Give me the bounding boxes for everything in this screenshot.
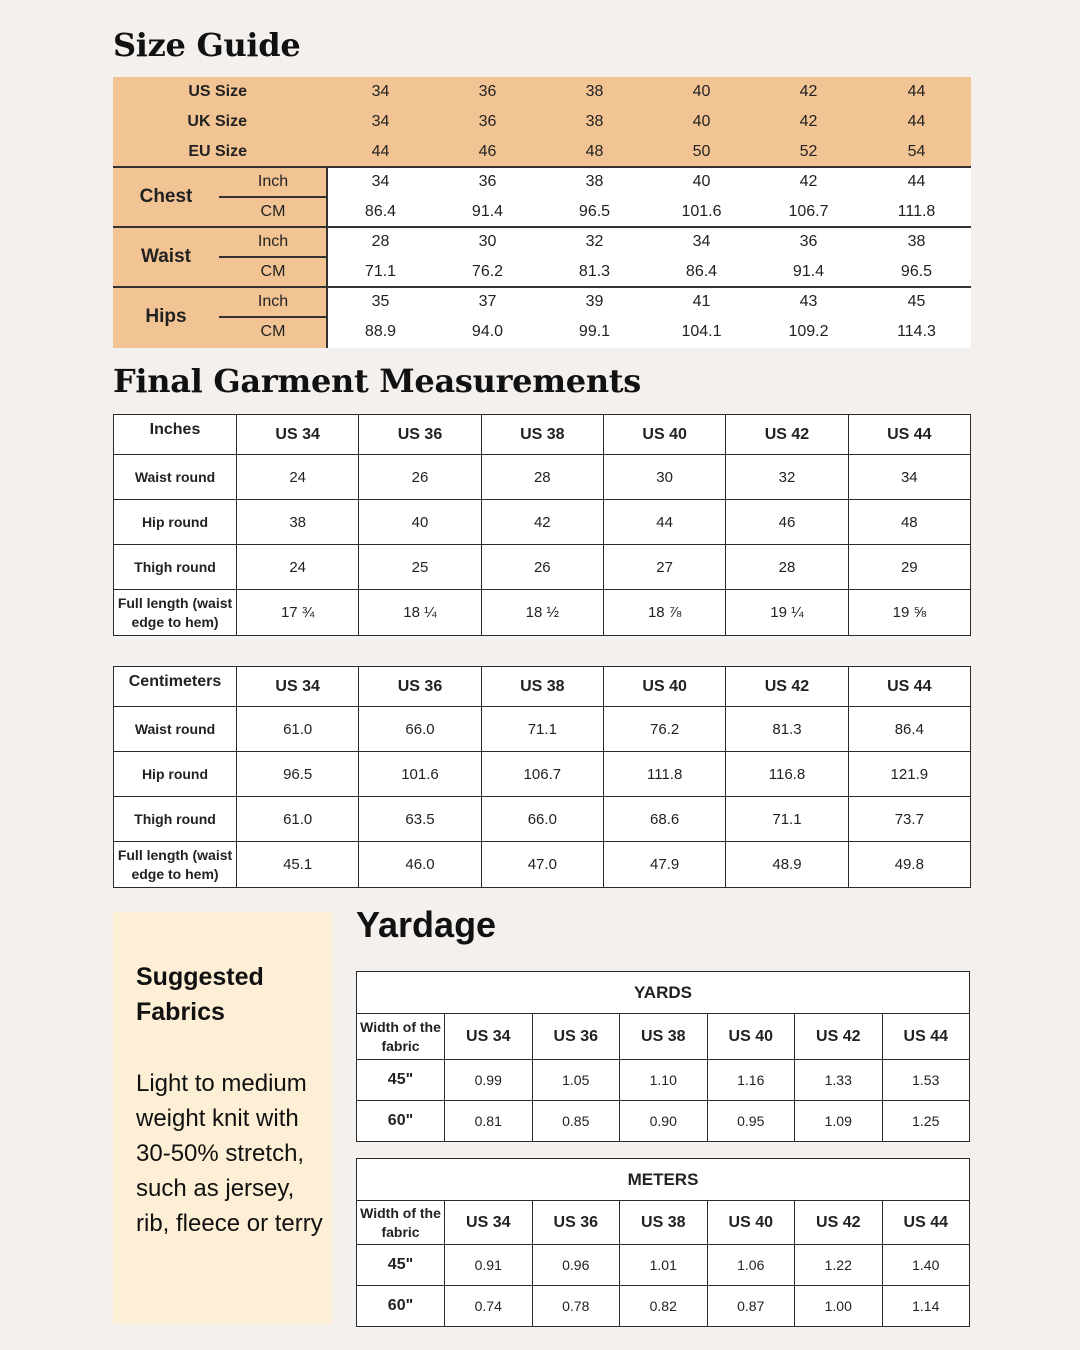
table-row <box>114 797 971 842</box>
table-cell: 1.16 <box>707 1060 795 1101</box>
measure-cell: 45 <box>907 293 926 310</box>
table-heading-row <box>357 972 970 1014</box>
size-cell: 34 <box>371 83 390 100</box>
measure-cell: 35 <box>371 293 390 310</box>
table-cell: 0.90 <box>620 1101 708 1142</box>
measure-cell: 36 <box>799 233 818 250</box>
table-cell: 1.05 <box>532 1060 620 1101</box>
table-cell: 1.09 <box>795 1101 883 1142</box>
table-cell: 48 <box>848 500 970 545</box>
table-header-row <box>357 1014 970 1060</box>
measure-cell: 42 <box>799 173 818 190</box>
table-cell: 121.9 <box>848 752 970 797</box>
table-header-row <box>114 415 971 455</box>
inch-label: Inch <box>257 233 289 250</box>
table-row <box>114 842 971 888</box>
table-cell: 44 <box>603 500 725 545</box>
table-cell: 0.95 <box>707 1101 795 1142</box>
table-cell: 18 ⅞ <box>603 590 725 636</box>
table-corner: Inches <box>114 415 237 455</box>
table-cell: 28 <box>481 455 603 500</box>
table-cell: 47.0 <box>481 842 603 888</box>
cm-measurements-table <box>113 666 971 888</box>
measure-cell: 32 <box>585 233 604 250</box>
hips-label: Hips <box>145 306 187 327</box>
table-cell: 1.33 <box>795 1060 883 1101</box>
size-cell: 42 <box>799 113 818 130</box>
column-header: US 40 <box>603 415 725 455</box>
column-header: US 34 <box>445 1201 533 1245</box>
table-cell: 49.8 <box>848 842 970 888</box>
measure-cell: 34 <box>692 233 711 250</box>
measure-cell: 30 <box>478 233 497 250</box>
measure-cell: 81.3 <box>578 263 611 280</box>
table-row <box>114 590 971 636</box>
table-cell: 30 <box>603 455 725 500</box>
table-cell: 24 <box>237 545 359 590</box>
table-heading-row <box>357 1159 970 1201</box>
table-cell: 0.74 <box>445 1286 533 1327</box>
table-cell: 1.25 <box>882 1101 970 1142</box>
column-header: US 34 <box>237 667 359 707</box>
table-cell: 48.9 <box>726 842 848 888</box>
table-corner: Centimeters <box>114 667 237 707</box>
table-cell: 1.01 <box>620 1245 708 1286</box>
measure-cell: 106.7 <box>788 203 829 220</box>
table-cell: 26 <box>359 455 481 500</box>
size-cell: 46 <box>478 143 497 160</box>
measure-cell: 88.9 <box>364 323 397 340</box>
table-cell: 76.2 <box>603 707 725 752</box>
row-label: Thigh round <box>114 545 237 590</box>
measure-cell: 101.6 <box>681 203 722 220</box>
size-cell: 54 <box>907 143 926 160</box>
table-row <box>357 1060 970 1101</box>
table-cell: 19 ¼ <box>726 590 848 636</box>
size-cell: 44 <box>907 83 926 100</box>
suggested-fabrics-text: Light to medium weight knit with 30-50% stretch, such as jersey, rib, fleece or terry <box>136 1070 323 1237</box>
table-cell: 25 <box>359 545 481 590</box>
measure-cell: 37 <box>478 293 497 310</box>
row-label: 45" <box>357 1245 445 1286</box>
column-header: US 42 <box>726 415 848 455</box>
size-guide-title: Size Guide <box>113 26 301 64</box>
size-cell: 48 <box>585 143 604 160</box>
column-header: US 38 <box>620 1201 708 1245</box>
column-header: US 42 <box>795 1014 883 1060</box>
inch-label: Inch <box>257 173 289 190</box>
yardage-title: Yardage <box>356 904 497 945</box>
table-cell: 81.3 <box>726 707 848 752</box>
table-row <box>357 1286 970 1327</box>
table-row <box>357 1101 970 1142</box>
table-cell: 1.53 <box>882 1060 970 1101</box>
measure-cell: 111.8 <box>897 203 936 220</box>
measure-cell: 86.4 <box>685 263 718 280</box>
measure-cell: 71.1 <box>364 263 397 280</box>
size-cell: 38 <box>585 113 604 130</box>
row-label: Waist round <box>114 707 237 752</box>
chest-label: Chest <box>139 186 193 207</box>
table-cell: 29 <box>848 545 970 590</box>
column-header: US 42 <box>795 1201 883 1245</box>
size-cell: 40 <box>692 83 711 100</box>
table-cell: 106.7 <box>481 752 603 797</box>
width-of-fabric-label: Width of the fabric <box>357 1201 445 1245</box>
table-cell: 46 <box>726 500 848 545</box>
measure-cell: 41 <box>692 293 711 310</box>
table-cell: 0.78 <box>532 1286 620 1327</box>
table-cell: 27 <box>603 545 725 590</box>
suggested-fabrics-title: Suggested Fabrics <box>136 963 264 1026</box>
inch-label: Inch <box>257 293 289 310</box>
table-cell: 19 ⅝ <box>848 590 970 636</box>
table-row <box>114 707 971 752</box>
column-header: US 40 <box>707 1201 795 1245</box>
column-header: US 40 <box>707 1014 795 1060</box>
table-cell: 0.85 <box>532 1101 620 1142</box>
table-row <box>114 752 971 797</box>
eu-size-label: EU Size <box>188 143 247 160</box>
table-cell: 28 <box>726 545 848 590</box>
measure-cell: 91.4 <box>471 203 504 220</box>
column-header: US 34 <box>237 415 359 455</box>
table-cell: 26 <box>481 545 603 590</box>
table-cell: 47.9 <box>603 842 725 888</box>
measure-cell: 43 <box>799 293 818 310</box>
table-cell: 73.7 <box>848 797 970 842</box>
column-header: US 44 <box>882 1201 970 1245</box>
table-cell: 42 <box>481 500 603 545</box>
size-cell: 40 <box>692 113 711 130</box>
yards-heading: YARDS <box>357 972 970 1014</box>
measure-cell: 91.4 <box>792 263 825 280</box>
uk-size-label: UK Size <box>187 113 247 130</box>
table-cell: 34 <box>848 455 970 500</box>
measure-cell: 44 <box>907 173 926 190</box>
table-cell: 71.1 <box>726 797 848 842</box>
size-cell: 36 <box>478 113 497 130</box>
meters-table <box>356 1158 970 1327</box>
table-cell: 0.96 <box>532 1245 620 1286</box>
column-header: US 44 <box>848 667 970 707</box>
table-cell: 101.6 <box>359 752 481 797</box>
measure-cell: 109.2 <box>788 323 829 340</box>
width-of-fabric-label: Width of the fabric <box>357 1014 445 1060</box>
table-cell: 0.99 <box>445 1060 533 1101</box>
table-cell: 38 <box>237 500 359 545</box>
inch-measurements-table <box>113 414 971 636</box>
column-header: US 38 <box>481 667 603 707</box>
size-cell: 36 <box>478 83 497 100</box>
measure-cell: 96.5 <box>900 263 933 280</box>
table-cell: 40 <box>359 500 481 545</box>
row-label: 45" <box>357 1060 445 1101</box>
cm-label: CM <box>260 263 286 280</box>
measure-cell: 99.1 <box>578 323 611 340</box>
table-cell: 1.14 <box>882 1286 970 1327</box>
measure-cell: 86.4 <box>364 203 397 220</box>
table-cell: 66.0 <box>481 797 603 842</box>
measure-cell: 38 <box>907 233 926 250</box>
table-cell: 68.6 <box>603 797 725 842</box>
row-label: Full length (waist edge to hem) <box>114 842 237 888</box>
table-cell: 1.06 <box>707 1245 795 1286</box>
table-cell: 46.0 <box>359 842 481 888</box>
table-cell: 61.0 <box>237 797 359 842</box>
table-cell: 71.1 <box>481 707 603 752</box>
measure-cell: 76.2 <box>471 263 504 280</box>
measure-cell: 96.5 <box>578 203 611 220</box>
row-label: Hip round <box>114 752 237 797</box>
table-cell: 0.87 <box>707 1286 795 1327</box>
measure-cell: 38 <box>585 173 604 190</box>
table-cell: 18 ½ <box>481 590 603 636</box>
column-header: US 38 <box>620 1014 708 1060</box>
table-header-row <box>114 667 971 707</box>
measure-cell: 28 <box>371 233 390 250</box>
row-label: Thigh round <box>114 797 237 842</box>
column-header: US 44 <box>882 1014 970 1060</box>
size-cell: 42 <box>799 83 818 100</box>
table-cell: 18 ¼ <box>359 590 481 636</box>
column-header: US 38 <box>481 415 603 455</box>
table-row <box>114 545 971 590</box>
size-cell: 44 <box>907 113 926 130</box>
table-cell: 63.5 <box>359 797 481 842</box>
waist-label: Waist <box>141 246 191 267</box>
table-cell: 1.22 <box>795 1245 883 1286</box>
measure-cell: 104.1 <box>681 323 722 340</box>
table-cell: 45.1 <box>237 842 359 888</box>
size-cell: 34 <box>371 113 390 130</box>
column-header: US 40 <box>603 667 725 707</box>
table-cell: 86.4 <box>848 707 970 752</box>
column-header: US 44 <box>848 415 970 455</box>
table-cell: 0.81 <box>445 1101 533 1142</box>
row-label: Hip round <box>114 500 237 545</box>
column-header: US 36 <box>532 1201 620 1245</box>
row-label: 60" <box>357 1101 445 1142</box>
cm-label: CM <box>260 203 286 220</box>
table-cell: 61.0 <box>237 707 359 752</box>
size-cell: 44 <box>371 143 390 160</box>
column-header: US 36 <box>359 667 481 707</box>
table-row <box>114 500 971 545</box>
row-label: Waist round <box>114 455 237 500</box>
row-label: Full length (waist edge to hem) <box>114 590 237 636</box>
measure-cell: 36 <box>478 173 497 190</box>
measure-cell: 94.0 <box>471 323 504 340</box>
size-cell: 50 <box>692 143 711 160</box>
table-cell: 0.91 <box>445 1245 533 1286</box>
table-cell: 24 <box>237 455 359 500</box>
column-header: US 36 <box>359 415 481 455</box>
final-garment-title: Final Garment Measurements <box>113 362 641 400</box>
cm-label: CM <box>260 323 286 340</box>
table-cell: 96.5 <box>237 752 359 797</box>
column-header: US 36 <box>532 1014 620 1060</box>
table-cell: 1.10 <box>620 1060 708 1101</box>
column-header: US 42 <box>726 667 848 707</box>
size-cell: 38 <box>585 83 604 100</box>
table-cell: 1.40 <box>882 1245 970 1286</box>
size-cell: 52 <box>799 143 818 160</box>
measure-cell: 39 <box>585 293 604 310</box>
measure-cell: 34 <box>371 173 390 190</box>
measure-cell: 40 <box>692 173 711 190</box>
column-header: US 34 <box>445 1014 533 1060</box>
meters-heading: METERS <box>357 1159 970 1201</box>
table-cell: 17 ¾ <box>237 590 359 636</box>
table-header-row <box>357 1201 970 1245</box>
measure-cell: 114.3 <box>897 323 936 340</box>
size-guide-table <box>113 77 971 348</box>
table-cell: 116.8 <box>726 752 848 797</box>
table-cell: 0.82 <box>620 1286 708 1327</box>
table-cell: 1.00 <box>795 1286 883 1327</box>
table-row <box>114 455 971 500</box>
table-cell: 111.8 <box>603 752 725 797</box>
table-cell: 32 <box>726 455 848 500</box>
table-row <box>357 1245 970 1286</box>
row-label: 60" <box>357 1286 445 1327</box>
table-cell: 66.0 <box>359 707 481 752</box>
us-size-label: US Size <box>188 83 247 100</box>
yards-table <box>356 971 970 1142</box>
